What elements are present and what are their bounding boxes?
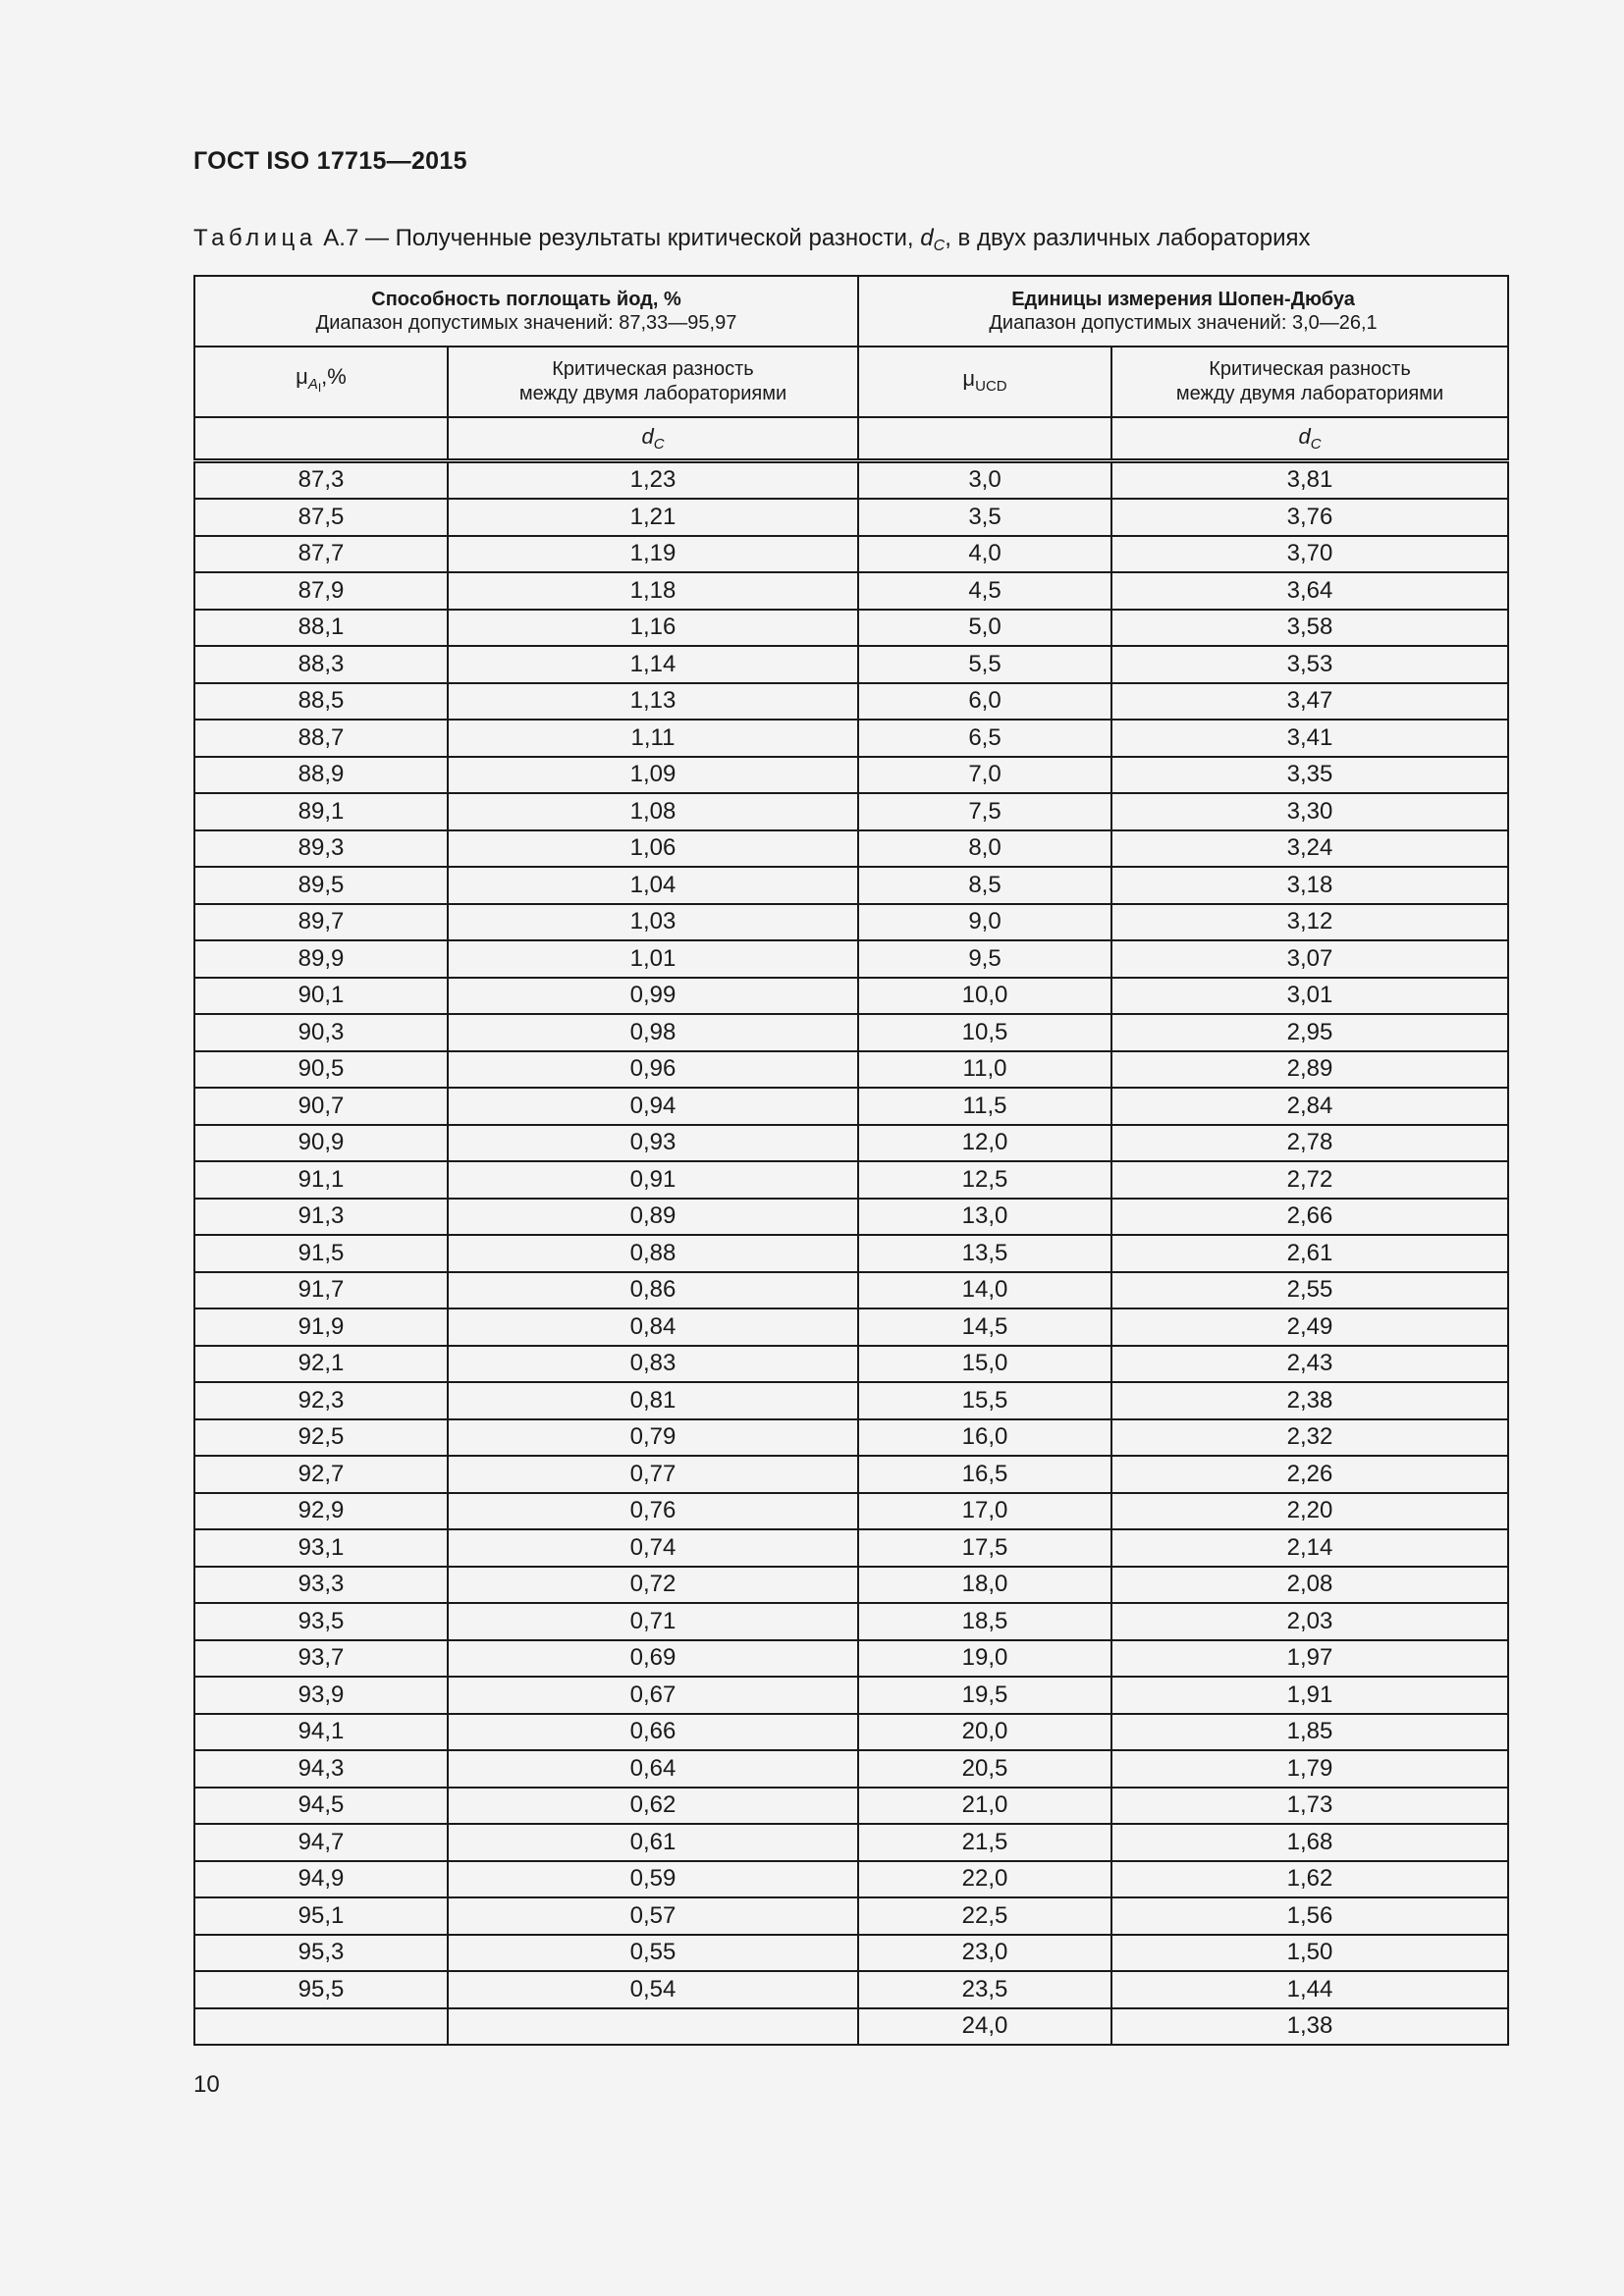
table-row — [194, 1567, 1508, 1604]
table-cell: 0,83 — [448, 1346, 858, 1383]
table-cell: 2,08 — [1111, 1567, 1508, 1604]
table-cell: 89,9 — [194, 940, 448, 978]
table-cell: 89,1 — [194, 793, 448, 830]
table-cell: 3,30 — [1111, 793, 1508, 830]
table-row — [194, 720, 1508, 757]
group-range-iodine: Диапазон допустимых значений: 87,33—95,97 — [315, 312, 737, 334]
table-cell: 1,11 — [448, 720, 858, 757]
table-cell: 94,3 — [194, 1750, 448, 1788]
table-cell: 93,9 — [194, 1677, 448, 1714]
table-cell: 95,5 — [194, 1971, 448, 2008]
table-row — [194, 683, 1508, 721]
table-cell: 20,5 — [858, 1750, 1111, 1788]
caption-label: Таблица — [193, 225, 317, 251]
table-cell: 92,9 — [194, 1493, 448, 1530]
table-cell: 15,0 — [858, 1346, 1111, 1383]
table-row — [194, 1272, 1508, 1309]
table-cell: 90,1 — [194, 978, 448, 1015]
table-row — [194, 1861, 1508, 1898]
table-cell: 2,32 — [1111, 1419, 1508, 1457]
table-cell: 2,03 — [1111, 1603, 1508, 1640]
table-cell: 16,5 — [858, 1456, 1111, 1493]
table-cell: 0,99 — [448, 978, 858, 1015]
table-cell: 10,0 — [858, 978, 1111, 1015]
document-code: ГОСТ ISO 17715—2015 — [193, 147, 467, 175]
table-row — [194, 1125, 1508, 1162]
table-cell: 2,43 — [1111, 1346, 1508, 1383]
table-cell: 94,7 — [194, 1824, 448, 1861]
table-cell: 1,16 — [448, 610, 858, 647]
table-cell: 21,0 — [858, 1788, 1111, 1825]
group-title-iodine: Способность поглощать йод, % — [371, 289, 681, 310]
table-cell: 0,79 — [448, 1419, 858, 1457]
table-row — [194, 1897, 1508, 1935]
table-cell: 3,35 — [1111, 757, 1508, 794]
table-cell: 0,77 — [448, 1456, 858, 1493]
table-row — [194, 1308, 1508, 1346]
table-cell: 3,5 — [858, 499, 1111, 536]
table-cell: 94,9 — [194, 1861, 448, 1898]
table-cell: 1,09 — [448, 757, 858, 794]
table-cell: 1,18 — [448, 572, 858, 610]
group-header-chopin — [858, 276, 1508, 347]
table-cell: 8,5 — [858, 867, 1111, 904]
table-row — [194, 646, 1508, 683]
table-cell: 19,0 — [858, 1640, 1111, 1678]
table-cell: 14,0 — [858, 1272, 1111, 1309]
table-cell: 1,06 — [448, 830, 858, 868]
table-cell: 90,3 — [194, 1014, 448, 1051]
table-cell: 2,72 — [1111, 1161, 1508, 1199]
table-cell: 92,1 — [194, 1346, 448, 1383]
table-row — [194, 1199, 1508, 1236]
table-cell: 0,81 — [448, 1382, 858, 1419]
table-cell: 3,70 — [1111, 536, 1508, 573]
table-cell: 1,21 — [448, 499, 858, 536]
table-cell: 0,61 — [448, 1824, 858, 1861]
table-cell: 91,1 — [194, 1161, 448, 1199]
table-cell: 3,81 — [1111, 460, 1508, 499]
table-cell: 87,9 — [194, 572, 448, 610]
table-cell: 3,41 — [1111, 720, 1508, 757]
table-row — [194, 499, 1508, 536]
table-cell: 16,0 — [858, 1419, 1111, 1457]
table-cell: 0,76 — [448, 1493, 858, 1530]
table-row — [194, 610, 1508, 647]
table-cell: 3,01 — [1111, 978, 1508, 1015]
table-cell: 2,89 — [1111, 1051, 1508, 1089]
table-cell: 90,7 — [194, 1088, 448, 1125]
table-cell: 87,7 — [194, 536, 448, 573]
table-cell: 88,5 — [194, 683, 448, 721]
table-cell: 1,04 — [448, 867, 858, 904]
table-cell: 19,5 — [858, 1677, 1111, 1714]
table-cell: 94,5 — [194, 1788, 448, 1825]
table-cell: 91,5 — [194, 1235, 448, 1272]
table-cell: 0,86 — [448, 1272, 858, 1309]
table-cell: 93,7 — [194, 1640, 448, 1678]
table-cell: 11,0 — [858, 1051, 1111, 1089]
table-row — [194, 572, 1508, 610]
table-cell: 23,0 — [858, 1935, 1111, 1972]
table-cell: 93,5 — [194, 1603, 448, 1640]
table-cell: 3,58 — [1111, 610, 1508, 647]
table-cell: 1,44 — [1111, 1971, 1508, 2008]
table-cell: 91,3 — [194, 1199, 448, 1236]
table-cell: 3,47 — [1111, 683, 1508, 721]
table-row — [194, 1677, 1508, 1714]
table-row — [194, 867, 1508, 904]
table-cell: 2,78 — [1111, 1125, 1508, 1162]
table-row — [194, 793, 1508, 830]
unit-cell-empty-1 — [194, 417, 448, 460]
table-cell: 1,85 — [1111, 1714, 1508, 1751]
table-cell: 1,73 — [1111, 1788, 1508, 1825]
table-cell: 14,5 — [858, 1308, 1111, 1346]
table-cell: 11,5 — [858, 1088, 1111, 1125]
table-cell: 17,5 — [858, 1529, 1111, 1567]
table-cell: 1,79 — [1111, 1750, 1508, 1788]
group-range-chopin: Диапазон допустимых значений: 3,0—26,1 — [989, 312, 1378, 334]
table-row — [194, 1529, 1508, 1567]
table-cell — [194, 2008, 448, 2046]
table-row — [194, 978, 1508, 1015]
table-caption — [193, 225, 1311, 255]
table-cell: 2,49 — [1111, 1308, 1508, 1346]
table-cell: 15,5 — [858, 1382, 1111, 1419]
table-cell: 0,84 — [448, 1308, 858, 1346]
table-cell: 17,0 — [858, 1493, 1111, 1530]
table-cell: 87,3 — [194, 460, 448, 499]
table-cell: 88,3 — [194, 646, 448, 683]
table-cell: 0,98 — [448, 1014, 858, 1051]
table-cell: 93,1 — [194, 1529, 448, 1567]
table-cell: 0,94 — [448, 1088, 858, 1125]
table-cell: 87,5 — [194, 499, 448, 536]
table-cell: 2,95 — [1111, 1014, 1508, 1051]
table-cell: 1,56 — [1111, 1897, 1508, 1935]
table-cell: 13,0 — [858, 1199, 1111, 1236]
column-header-critical-diff-1: Критическая разность между двумя лабораториями — [448, 347, 858, 417]
table-cell: 88,7 — [194, 720, 448, 757]
table-cell: 0,55 — [448, 1935, 858, 1972]
table-cell: 12,5 — [858, 1161, 1111, 1199]
results-table — [193, 275, 1509, 2046]
table-cell: 0,71 — [448, 1603, 858, 1640]
table-cell: 2,66 — [1111, 1199, 1508, 1236]
table-cell: 1,50 — [1111, 1935, 1508, 1972]
table-cell: 1,08 — [448, 793, 858, 830]
table-cell: 2,20 — [1111, 1493, 1508, 1530]
table-cell: 0,74 — [448, 1529, 858, 1567]
table-cell: 7,0 — [858, 757, 1111, 794]
table-cell: 3,53 — [1111, 646, 1508, 683]
table-cell: 10,5 — [858, 1014, 1111, 1051]
table-cell: 93,3 — [194, 1567, 448, 1604]
table-cell: 1,68 — [1111, 1824, 1508, 1861]
table-cell: 91,9 — [194, 1308, 448, 1346]
table-row — [194, 460, 1508, 499]
table-row — [194, 1419, 1508, 1457]
table-cell: 24,0 — [858, 2008, 1111, 2046]
table-row — [194, 1456, 1508, 1493]
table-row — [194, 1750, 1508, 1788]
table-row — [194, 904, 1508, 941]
table-cell: 91,7 — [194, 1272, 448, 1309]
table-cell: 95,1 — [194, 1897, 448, 1935]
table-cell: 0,67 — [448, 1677, 858, 1714]
table-cell: 18,5 — [858, 1603, 1111, 1640]
table-cell: 22,5 — [858, 1897, 1111, 1935]
table-cell: 12,0 — [858, 1125, 1111, 1162]
table-cell: 1,23 — [448, 460, 858, 499]
table-cell: 22,0 — [858, 1861, 1111, 1898]
caption-text-end: , в двух различных лабораториях — [945, 225, 1311, 251]
column-header-mu-ucd: $\mu_{UCD}$ — [858, 347, 1111, 417]
table-cell: 0,88 — [448, 1235, 858, 1272]
table-cell: 8,0 — [858, 830, 1111, 868]
table-cell: 2,26 — [1111, 1456, 1508, 1493]
table-row — [194, 1714, 1508, 1751]
table-cell: 3,24 — [1111, 830, 1508, 868]
table-cell: 6,0 — [858, 683, 1111, 721]
table-cell: 0,59 — [448, 1861, 858, 1898]
table-row — [194, 1971, 1508, 2008]
unit-cell-empty-2 — [858, 417, 1111, 460]
table-cell: 0,72 — [448, 1567, 858, 1604]
table-cell: 92,3 — [194, 1382, 448, 1419]
group-title-chopin: Единицы измерения Шопен-Дюбуа — [1011, 289, 1355, 310]
caption-text: А.7 — Полученные результаты критической разности, — [323, 225, 921, 251]
column-header-critical-diff-2: Критическая разность между двумя лабораториями — [1111, 347, 1508, 417]
table-cell: 90,9 — [194, 1125, 448, 1162]
table-cell: 1,19 — [448, 536, 858, 573]
table-cell: 23,5 — [858, 1971, 1111, 2008]
table-cell: 88,1 — [194, 610, 448, 647]
table-cell: 88,9 — [194, 757, 448, 794]
table-cell: 1,01 — [448, 940, 858, 978]
table-row — [194, 1161, 1508, 1199]
table-cell: 92,5 — [194, 1419, 448, 1457]
table-cell: 0,57 — [448, 1897, 858, 1935]
table-cell: 89,3 — [194, 830, 448, 868]
table-row — [194, 1935, 1508, 1972]
table-cell: 7,5 — [858, 793, 1111, 830]
table-cell: 0,64 — [448, 1750, 858, 1788]
table-row — [194, 1493, 1508, 1530]
table-cell: 2,14 — [1111, 1529, 1508, 1567]
table-cell: 9,0 — [858, 904, 1111, 941]
table-row — [194, 2008, 1508, 2046]
table-cell: 13,5 — [858, 1235, 1111, 1272]
table-cell: 5,0 — [858, 610, 1111, 647]
page-number: 10 — [193, 2071, 220, 2098]
table-row — [194, 757, 1508, 794]
table-cell: 2,55 — [1111, 1272, 1508, 1309]
table-cell: 90,5 — [194, 1051, 448, 1089]
table-cell: 1,38 — [1111, 2008, 1508, 2046]
table-cell: 9,5 — [858, 940, 1111, 978]
table-cell: 6,5 — [858, 720, 1111, 757]
table-row — [194, 1051, 1508, 1089]
table-cell: 18,0 — [858, 1567, 1111, 1604]
table-cell: 1,13 — [448, 683, 858, 721]
caption-symbol-sub: C — [933, 238, 946, 254]
table-cell: 1,14 — [448, 646, 858, 683]
table-body — [194, 460, 1508, 2045]
table-cell: 1,03 — [448, 904, 858, 941]
table-row — [194, 1088, 1508, 1125]
table-cell: 0,62 — [448, 1788, 858, 1825]
table-cell: 0,54 — [448, 1971, 858, 2008]
table-cell: 0,66 — [448, 1714, 858, 1751]
table-cell: 21,5 — [858, 1824, 1111, 1861]
table-cell: 5,5 — [858, 646, 1111, 683]
table-row — [194, 1824, 1508, 1861]
table-cell: 4,5 — [858, 572, 1111, 610]
table-cell: 95,3 — [194, 1935, 448, 1972]
table-row — [194, 1235, 1508, 1272]
table-cell: 0,69 — [448, 1640, 858, 1678]
table-cell: 3,64 — [1111, 572, 1508, 610]
table-cell: 3,18 — [1111, 867, 1508, 904]
table-row — [194, 1014, 1508, 1051]
table-cell: 0,91 — [448, 1161, 858, 1199]
table-cell: 0,93 — [448, 1125, 858, 1162]
table-cell: 20,0 — [858, 1714, 1111, 1751]
table-cell: 1,62 — [1111, 1861, 1508, 1898]
table-cell: 94,1 — [194, 1714, 448, 1751]
table-cell: 2,61 — [1111, 1235, 1508, 1272]
table-row — [194, 830, 1508, 868]
table-cell: 92,7 — [194, 1456, 448, 1493]
table-cell: 2,84 — [1111, 1088, 1508, 1125]
table-row — [194, 1640, 1508, 1678]
table-cell: 89,5 — [194, 867, 448, 904]
table-cell — [448, 2008, 858, 2046]
table-row — [194, 1788, 1508, 1825]
unit-cell-dc-1: $d_C$ — [448, 417, 858, 460]
column-header-mu-ai: $\mu_{A_I},\%$ — [194, 347, 448, 417]
table-row — [194, 1346, 1508, 1383]
table-row — [194, 536, 1508, 573]
group-header-iodine — [194, 276, 858, 347]
table-cell: 3,12 — [1111, 904, 1508, 941]
unit-cell-dc-2: $d_C$ — [1111, 417, 1508, 460]
table-row — [194, 940, 1508, 978]
table-row — [194, 1603, 1508, 1640]
table-cell: 1,97 — [1111, 1640, 1508, 1678]
table-cell: 0,89 — [448, 1199, 858, 1236]
table-cell: 2,38 — [1111, 1382, 1508, 1419]
table-cell: 3,07 — [1111, 940, 1508, 978]
table-cell: 3,0 — [858, 460, 1111, 499]
table-cell: 0,96 — [448, 1051, 858, 1089]
table-cell: 1,91 — [1111, 1677, 1508, 1714]
table-cell: 4,0 — [858, 536, 1111, 573]
table-cell: 3,76 — [1111, 499, 1508, 536]
caption-symbol: d — [920, 225, 934, 251]
table-cell: 89,7 — [194, 904, 448, 941]
table-row — [194, 1382, 1508, 1419]
